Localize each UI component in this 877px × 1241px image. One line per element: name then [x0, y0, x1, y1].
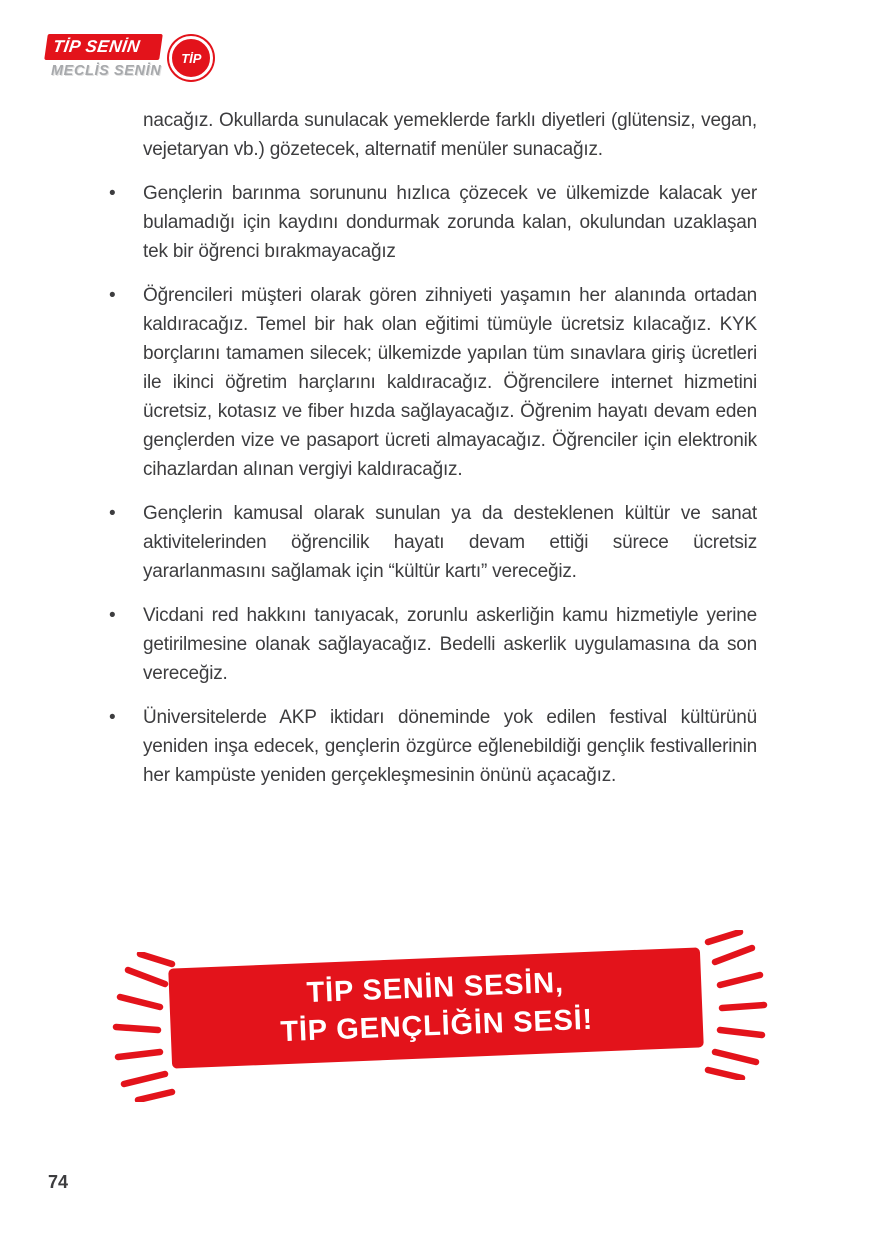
logo-wordmark — [46, 34, 161, 79]
slogan-line-2: TİP GENÇLİĞİN SESİ! — [279, 1003, 594, 1049]
tip-emblem-text: TİP — [181, 50, 202, 66]
bullet-icon: • — [109, 285, 116, 306]
slogan-banner — [108, 930, 772, 1090]
bullet-icon: • — [109, 605, 116, 626]
list-item — [107, 703, 757, 790]
list-item — [107, 499, 757, 586]
logo-tip-senin-label: TİP SENİN — [44, 34, 163, 60]
page-body — [107, 106, 757, 805]
bullet-text: Üniversitelerde AKP iktidarı döneminde yok edilen festival kültürünü yeniden inşa edecek, gençlerin özgürce eğlenebildiği gençlik festivallerinin her kampüste yeniden gerçekleşmesinin önünü açacağız. — [143, 707, 757, 786]
list-item — [107, 179, 757, 266]
bullet-text: Gençlerin barınma sorununu hızlıca çözecek ve ülkemizde kalacak yer bulamadığı için kaydını dondurmak zorunda kalan, okulundan uzaklaşan tek bir öğrenci bırakmayacağız — [143, 183, 757, 262]
bullet-icon: • — [109, 183, 116, 204]
slogan-banner-box — [168, 947, 704, 1068]
logo-meclis-senin-label: MECLİS SENİN — [51, 63, 162, 79]
slogan-line-1: TİP SENİN SESİN, — [306, 966, 565, 1010]
bullet-icon: • — [109, 503, 116, 524]
party-logo — [46, 34, 213, 80]
bullet-icon: • — [109, 707, 116, 728]
page-number: 74 — [48, 1172, 69, 1192]
tip-emblem-icon — [169, 36, 213, 80]
bullet-text: Gençlerin kamusal olarak sunulan ya da desteklenen kültür ve sanat aktivitelerinden öğrencilik hayatı devam ettiği sürece ücretsiz yararlanmasını sağlamak için “kültür kartı” vereceğiz. — [143, 503, 757, 582]
bullet-text: Öğrencileri müşteri olarak gören zihniyeti yaşamın her alanında ortadan kaldıracağız. Temel bir hak olan eğitimi tümüyle ücretsiz kılacağız. KYK borçlarını tamamen silecek; ülkemizde yapılan tüm sınavlara giriş ücretleri ile ikinci öğretim harçlarını kaldıracağız. Öğrencilere internet hizmetini ücretsiz, kotasız ve fiber hızda sağlayacağız. Öğrenim hayatı devam eden gençlerden vize ve pasaport ücreti almayacağız. Öğrenciler için elektronik cihazlardan alınan vergiyi kaldıracağız. — [143, 285, 757, 480]
list-item — [107, 281, 757, 484]
list-item — [107, 601, 757, 688]
continuation-paragraph: nacağız. Okullarda sunulacak yemeklerde farklı diyetleri (glütensiz, vegan, vejetaryan vb.) gözetecek, alternatif menüler sunacağız. — [143, 110, 757, 160]
bullet-text: Vicdani red hakkını tanıyacak, zorunlu askerliğin kamu hizmetiyle yerine getirilmesine olanak sağlayacağız. Bedelli askerlik uygulamasına da son vereceğiz. — [143, 605, 757, 684]
bullet-list — [107, 179, 757, 790]
burst-lines-right-icon — [700, 930, 770, 1080]
